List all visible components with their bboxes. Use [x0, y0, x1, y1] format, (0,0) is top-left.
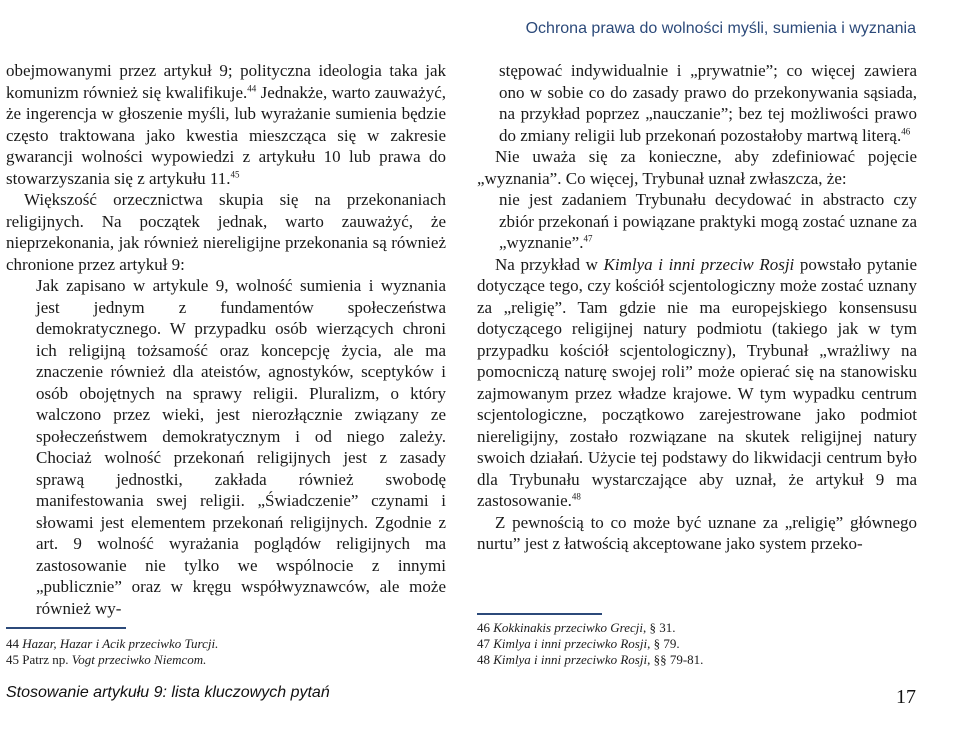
- case-name: Kimlya i inni przeciw Rosji: [603, 254, 795, 274]
- block-quote-continued: stępować indywidualnie i „prywatnie”; co więcej zawiera ono w sobie co do zasady prawo do przekonywania sąsiada, na przykład poprzez „nauczanie”; bez tej możliwości prawo do zmiany religii lub przekonań pozostałoby martwą literą.$^{46}$: [499, 61, 917, 145]
- footnotes-left: [6, 636, 446, 668]
- footnote: 48 Kimlya i inni przeciwko Rosji, §§ 79-81.: [477, 652, 704, 667]
- block-quote: Jak zapisano w artykule 9, wolność sumienia i wyznania jest jednym z fundamentów społeczeństwa demokratycznego. W przypadku osób wierzących chroni ich religijną tożsamość oraz koncepcję życia, ale ma znaczenie również dla ateistów, agnostyków, sceptyków i osób obojętnych na sprawy religii. Pluralizm, o który walczono przez wieki, jest nierozłącznie związany ze społeczeństwem demokratycznym i od niego zależy. Chociaż wolność przekonań religijnych jest z zasady sprawą jednostki, zakłada również swobodę manifestowania swej religii. „Świadczenie” czynami i słowami jest elementem przekonań religijnych. Zgodnie z art. 9 wolność wyrażania poglądów religijnych ma zastosowanie nie tylko we wspólnocie z innymi „publicznie” oraz w kręgu współwyznawców, ale może również wy-: [36, 276, 446, 618]
- page-number: 17: [896, 686, 916, 708]
- right-column: [477, 60, 917, 555]
- footnote-separator: [477, 613, 602, 615]
- running-header: Ochrona prawa do wolności myśli, sumienia i wyznania: [525, 20, 916, 37]
- footnote: 44 Hazar, Hazar i Acik przeciwko Turcji.: [6, 636, 219, 651]
- footnote: 46 Kokkinakis przeciwko Grecji, § 31.: [477, 620, 676, 635]
- footnote-ref: 48: [571, 491, 581, 502]
- left-column: [6, 60, 446, 619]
- footnote: 47 Kimlya i inni przeciwko Rosji, § 79.: [477, 636, 680, 651]
- running-footer: Stosowanie artykułu 9: lista kluczowych pytań: [6, 684, 330, 701]
- footnotes-right: [477, 620, 917, 668]
- footnote-ref: 47: [583, 233, 593, 244]
- footnote: 45 Patrz np. Vogt przeciwko Niemcom.: [6, 652, 207, 667]
- footnote-ref: 45: [230, 168, 240, 179]
- paragraph: Na przykład w Kimlya i inni przeciw Rosji powstało pytanie dotyczące tego, czy kościół scjentologiczny może zostać uznany za „religię”. Tam gdzie nie ma europejskiego konsensusu dotyczącego religijnej natury podmiotu (takiego jak w tym przypadku kościół scjentologiczny), Trybunał „wrażliwy na pomocniczą naturę swojej roli” może opierać się na stanowisku zajmowanym przez władze krajowe. W tym wypadku centrum scjentologiczne, początkowo zarejestrowane jako podmiot niereligijny, zostało rozwiązane na skutek religijnej natury swoich działań. Użycie tej podstawy do likwidacji centrum było dla Trybunału wystarczające aby uznał, że artykuł 9 ma zastosowanie.$^{48}$: [477, 254, 918, 510]
- paragraph: obejmowanymi przez artykuł 9; polityczna ideologia taka jak komunizm również się kwalifikuje.$^{44}$ Jednakże, warto zauważyć, że ingerencja w głoszenie myśli, lub wyrażanie sumienia będzie często traktowana jako kwestia mieszcząca się w zakresie gwarancji wolności wypowiedzi z artykułu 10 lub prawa do stowarzyszania się z artykułu 11.45: [6, 61, 446, 188]
- footnote-separator: [6, 627, 126, 629]
- footnote-ref: 44: [247, 82, 257, 93]
- block-quote: nie jest zadaniem Trybunału decydować in abstracto czy zbiór przekonań i powiązane praktyki mogą zostać uznane za „wyznanie”.$^{47}$: [499, 190, 917, 252]
- paragraph: Nie uważa się za konieczne, aby zdefiniować pojęcie „wyznania”. Co więcej, Trybunał uznał zwłaszcza, że:: [477, 147, 917, 188]
- paragraph: Większość orzecznictwa skupia się na przekonaniach religijnych. Na początek jednak, warto zauważyć, że nieprzekonania, jak również niereligijne przekonania są również chronione przez artykuł 9:: [6, 190, 446, 274]
- paragraph: Z pewnością to co może być uznane za „religię” głównego nurtu” jest z łatwością akceptowane jako system przeko-: [477, 512, 917, 553]
- footnote-ref: 46: [901, 125, 911, 136]
